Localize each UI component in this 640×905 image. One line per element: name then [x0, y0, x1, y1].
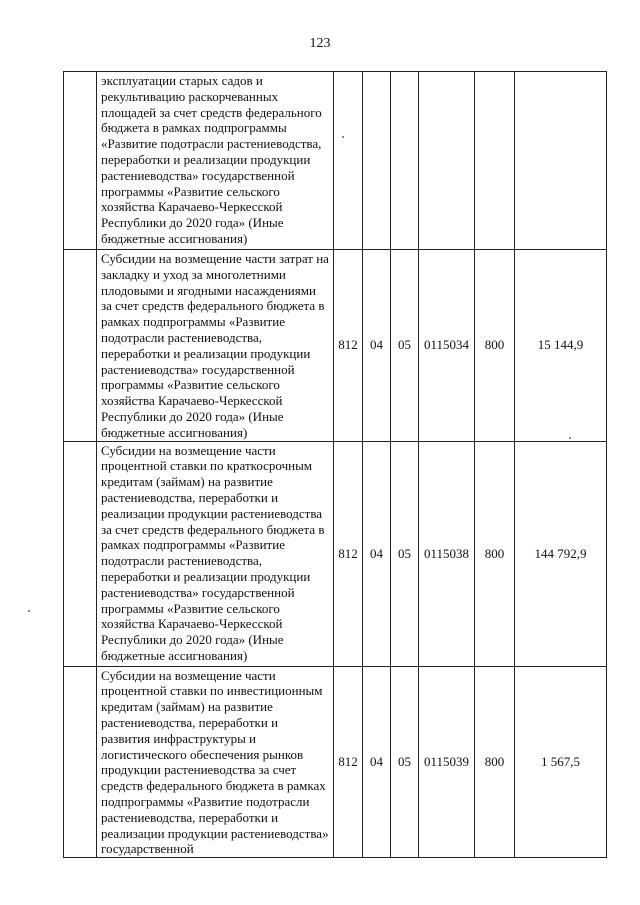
section-code: 04 [363, 666, 391, 858]
target-article-code [419, 72, 475, 250]
expense-description: эксплуатации старых садов и рекультивацию раскорчеванных площадей за счет средств федерального бюджета в рамках подпрограммы «Развитие подотрасли растениеводства, переработки и реализации продукции растениеводства» государственной программы «Развитие сельского хозяйства Карачаево-Черкесской Республики до 2020 года» (Иные бюджетные ассигнования) [97, 72, 334, 250]
ministry-code: 812 [334, 666, 363, 858]
section-code [363, 72, 391, 250]
table-row [64, 72, 607, 250]
table-row [64, 441, 607, 666]
expense-type-code: 800 [475, 250, 515, 442]
page-number: 123 [309, 36, 331, 51]
empty-cell [64, 666, 97, 858]
ministry-code: 812 [334, 441, 363, 666]
subsection-code [391, 72, 419, 250]
scan-speck [569, 437, 571, 439]
subsection-code: 05 [391, 441, 419, 666]
empty-cell [64, 72, 97, 250]
subsection-code: 05 [391, 250, 419, 442]
section-code: 04 [363, 250, 391, 442]
amount [515, 72, 607, 250]
expense-type-code: 800 [475, 666, 515, 858]
expense-description: Субсидии на возмещение части процентной ставки по краткосрочным кредитам (займам) на развитие растениеводства, переработки и реализации продукции растениеводства за счет средств федерального бюджета в рамках подпрограммы «Развитие подотрасли растениеводства, переработки и реализации продукции растениеводства» государственной программы «Развитие сельского хозяйства Карачаево-Черкесской Республики до 2020 года» (Иные бюджетные ассигнования) [97, 441, 334, 666]
table-row [64, 250, 607, 442]
expense-type-code: 800 [475, 441, 515, 666]
target-article-code: 0115038 [419, 441, 475, 666]
amount: 1 567,5 [515, 666, 607, 858]
empty-cell [64, 250, 97, 442]
expense-description: Субсидии на возмещение части процентной ставки по инвестиционным кредитам (займам) на развитие растениеводства, переработки и развития инфраструктуры и логистического обеспечения рынков продукции растениеводства за счет средств федерального бюджета в рамках подпрограммы «Развитие подотрасли растениеводства, переработки и реализации продукции растениеводства» государственной [97, 666, 334, 858]
ministry-code [334, 72, 363, 250]
budget-table [63, 71, 607, 858]
target-article-code: 0115034 [419, 250, 475, 442]
scan-speck [342, 136, 344, 138]
amount: 144 792,9 [515, 441, 607, 666]
table-row [64, 666, 607, 858]
expense-type-code [475, 72, 515, 250]
section-code: 04 [363, 441, 391, 666]
amount: 15 144,9 [515, 250, 607, 442]
empty-cell [64, 441, 97, 666]
expense-description: Субсидии на возмещение части затрат на закладку и уход за многолетними плодовыми и ягодными насаждениями за счет средств федерального бюджета в рамках подпрограммы «Развитие подотрасли растениеводства, переработки и реализации продукции растениеводства» государственной программы «Развитие сельского хозяйства Карачаево-Черкесской Республики до 2020 года» (Иные бюджетные ассигнования) [97, 250, 334, 442]
scan-speck [28, 610, 30, 612]
target-article-code: 0115039 [419, 666, 475, 858]
subsection-code: 05 [391, 666, 419, 858]
ministry-code: 812 [334, 250, 363, 442]
